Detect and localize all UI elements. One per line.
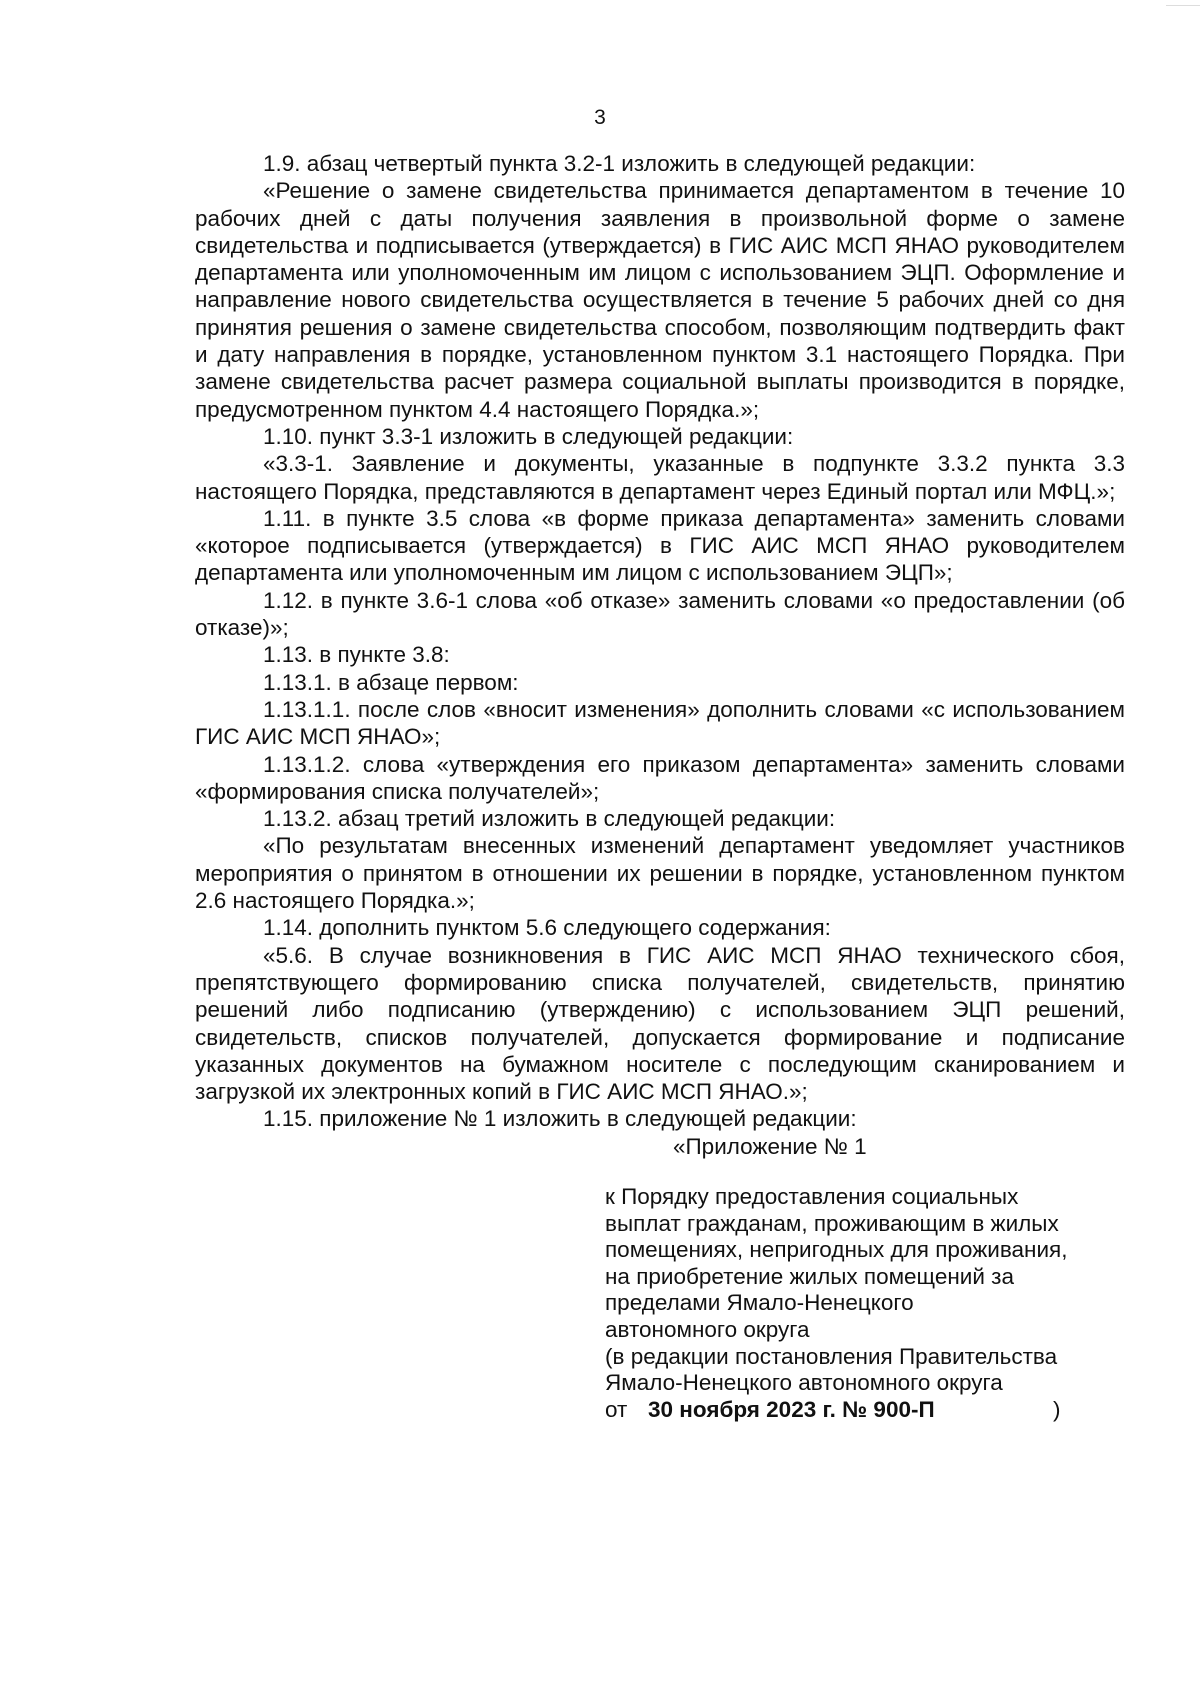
paragraph-1-12: 1.12. в пункте 3.6-1 слова «об отказе» заменить словами «о предоставлении (об отказе)»; [195, 587, 1125, 641]
paragraph-1-10: 1.10. пункт 3.3-1 изложить в следующей редакции: [263, 423, 794, 449]
document-body [195, 150, 1125, 1423]
resolution-date-line [605, 1397, 1125, 1424]
paragraph-1-13-1-1: 1.13.1.1. после слов «вносит изменения» дополнить словами «с использованием ГИС АИС МСП ЯНАО»; [195, 696, 1125, 750]
annex-line: пределами Ямало-Ненецкого [605, 1290, 914, 1316]
annex-title: «Приложение № 1 [673, 1133, 867, 1159]
date-prefix: от [605, 1396, 628, 1422]
paragraph-1-11: 1.11. в пункте 3.5 слова «в форме приказа департамента» заменить словами «которое подписывается (утверждается) в ГИС АИС МСП ЯНАО руководителем департамента или уполномоченным им лицом с использованием ЭЦП»; [195, 505, 1125, 586]
paragraph-1-14: 1.14. дополнить пунктом 5.6 следующего содержания: [263, 915, 831, 941]
paragraph-1-13-2: 1.13.2. абзац третий изложить в следующей редакции: [263, 806, 836, 832]
paragraph-1-15: 1.15. приложение № 1 изложить в следующей редакции: [263, 1106, 857, 1132]
paragraph-1-13-2-text: «По результатам внесенных изменений департамент уведомляет участников мероприятия о принятом в отношении их решении в порядке, установленном пунктом 2.6 настоящего Порядка.»; [195, 833, 1125, 914]
annex-header [605, 1184, 1125, 1423]
resolution-date-number: 30 ноября 2023 г. № 900-П [648, 1396, 935, 1422]
paragraph-1-14-text: «5.6. В случае возникновения в ГИС АИС МСП ЯНАО технического сбоя, препятствующего формированию списка получателей, свидетельств, принятию решений либо подписанию (утверждению) с использованием ЭЦП решений, свидетельств, списков получателей, допускается формирование и подписание указанных документов на бумажном носителе с последующим сканированием и загрузкой их электронных копий в ГИС АИС МСП ЯНАО.»; [195, 942, 1125, 1105]
annex-line: (в редакции постановления Правительства [605, 1343, 1058, 1369]
annex-line: к Порядку предоставления социальных [605, 1183, 1019, 1209]
page-corner-mark [1166, 0, 1200, 6]
annex-line: помещениях, непригодных для проживания, [605, 1237, 1068, 1263]
paragraph-1-13-1-2: 1.13.1.2. слова «утверждения его приказом департамента» заменить словами «формирования списка получателей»; [195, 751, 1125, 804]
paragraph-1-10-text: «3.3-1. Заявление и документы, указанные в подпункте 3.3.2 пункта 3.3 настоящего Порядка, представляются в департамент через Единый портал или МФЦ.»; [195, 451, 1125, 504]
paragraph-1-13-1: 1.13.1. в абзаце первом: [263, 669, 519, 695]
paragraph-1-9-text: «Решение о замене свидетельства принимается департаментом в течение 10 рабочих дней с даты получения заявления в произвольной форме о замене свидетельства и подписывается (утверждается) в ГИС АИС МСП ЯНАО руководителем департамента или уполномоченным им лицом с использованием ЭЦП. Оформление и направление нового свидетельства осуществляется в течение 5 рабочих дней со дня принятия решения о замене свидетельства способом, позволяющим подтвердить факт и дату направления в порядке, установленном пунктом 3.1 настоящего Порядка. При замене свидетельства расчет размера социальной выплаты производится в порядке, предусмотренном пунктом 4.4 настоящего Порядка.»; [195, 178, 1125, 422]
annex-line: Ямало-Ненецкого автономного округа [605, 1370, 1003, 1396]
annex-line: на приобретение жилых помещений за [605, 1263, 1014, 1289]
paragraph-1-13: 1.13. в пункте 3.8: [263, 642, 450, 668]
annex-line: автономного округа [605, 1316, 810, 1342]
annex-line: выплат гражданам, проживающим в жилых [605, 1210, 1059, 1236]
closing-parenthesis: ) [1053, 1396, 1061, 1422]
page-number: 3 [594, 106, 606, 129]
paragraph-1-9: 1.9. абзац четвертый пункта 3.2-1 изложить в следующей редакции: [263, 151, 976, 176]
